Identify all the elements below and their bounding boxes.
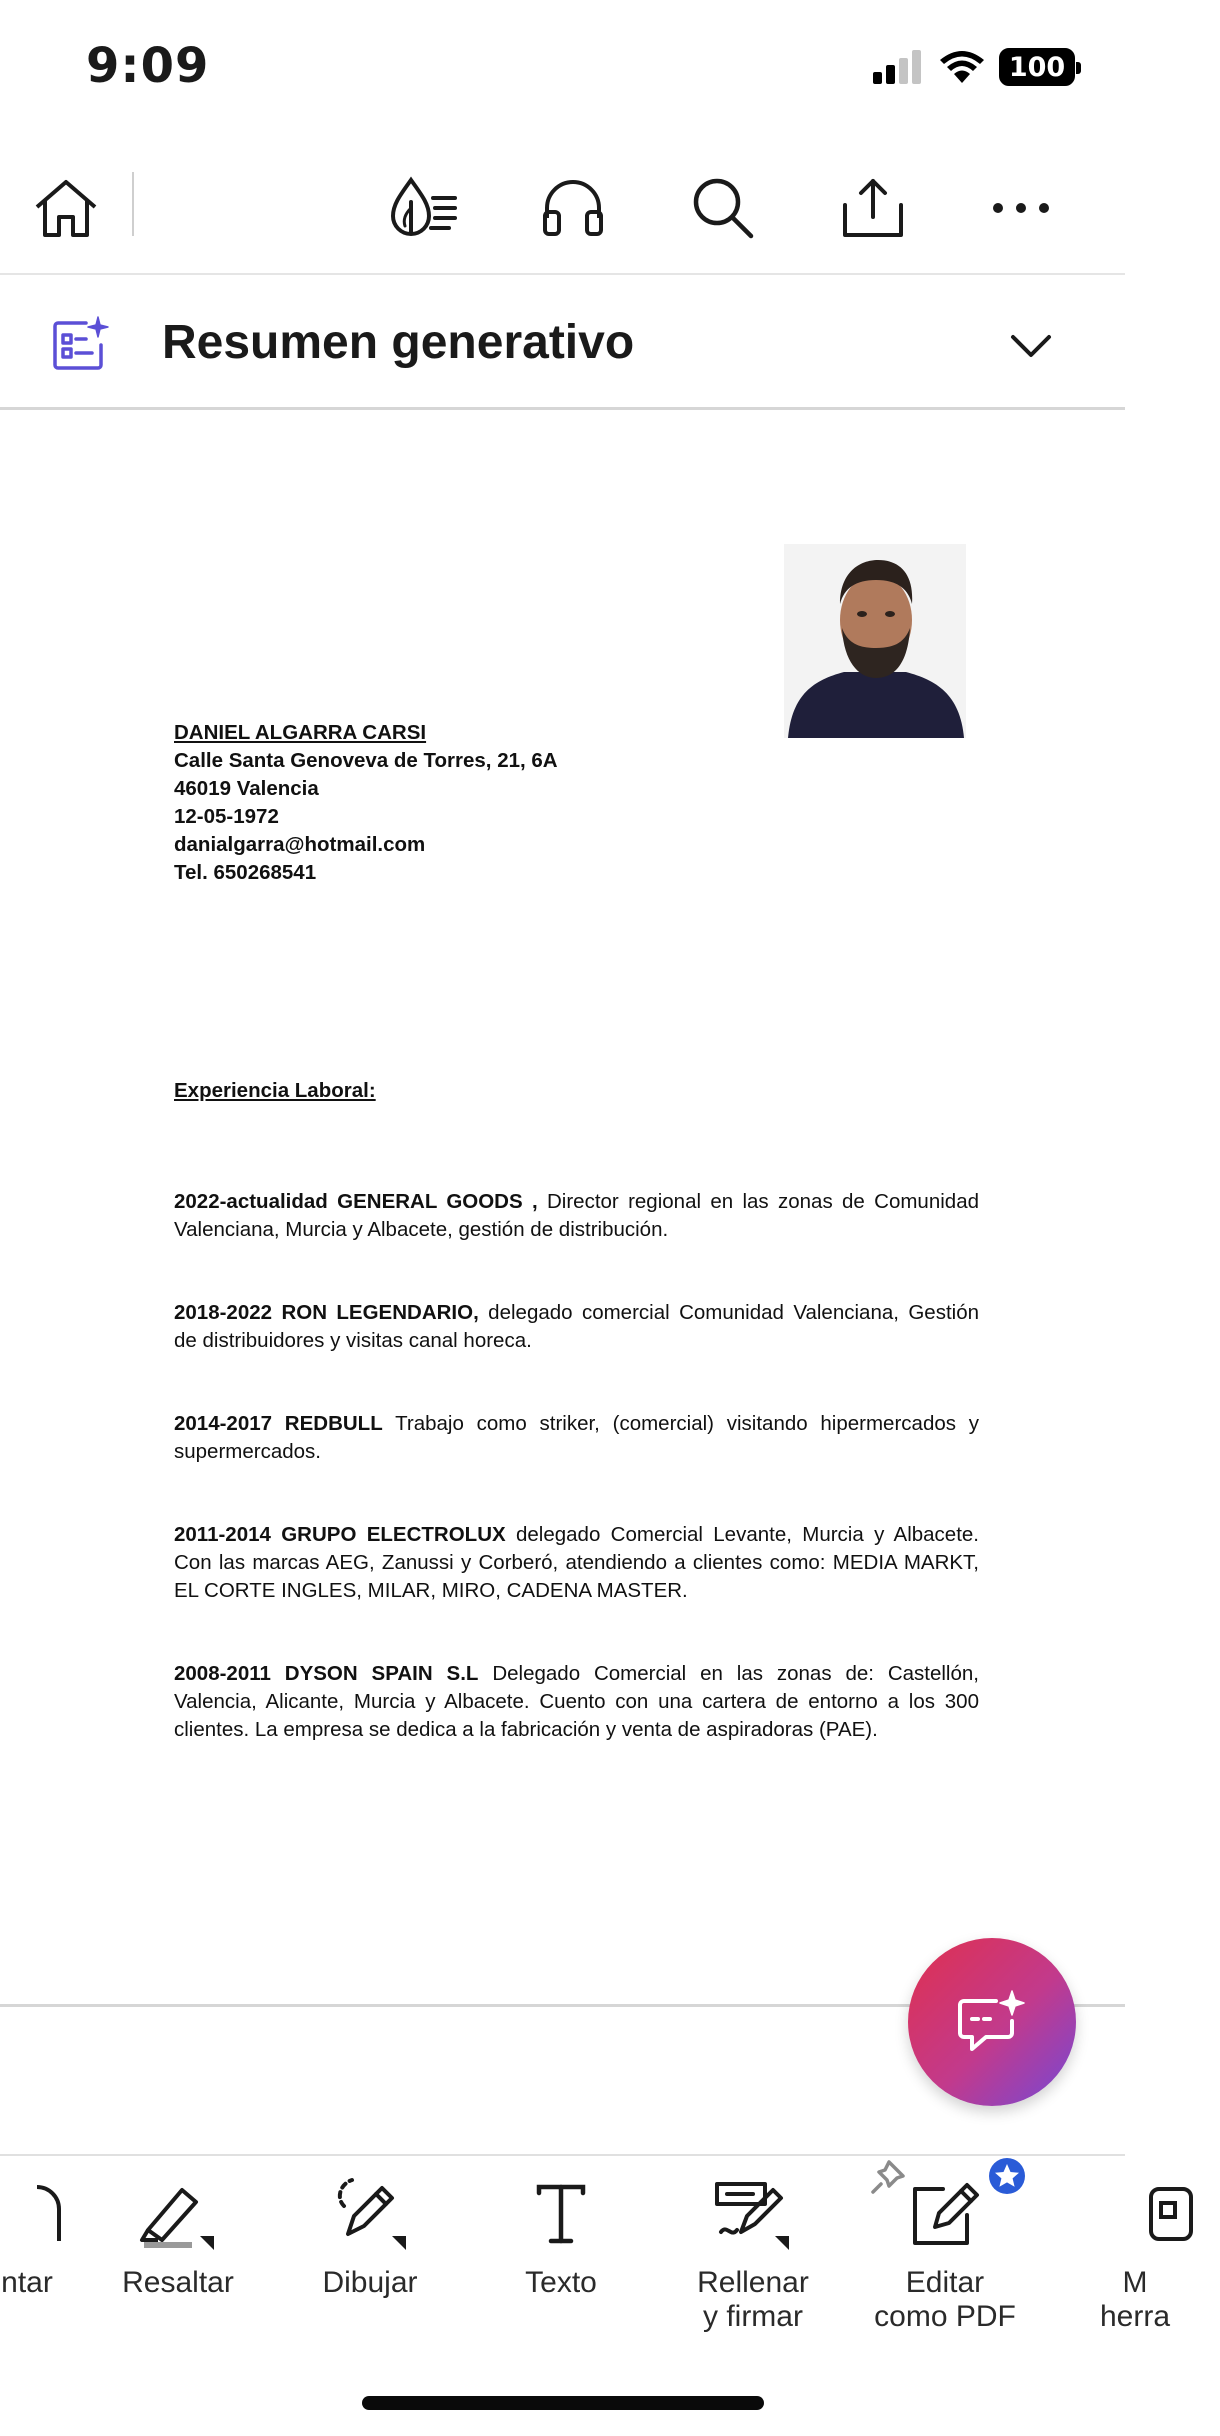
top-toolbar — [0, 140, 1125, 275]
summary-title: Resumen generativo — [162, 316, 635, 369]
tool-more-tools[interactable] — [1050, 2176, 1220, 2334]
tool-highlight[interactable] — [93, 2176, 263, 2300]
home-indicator[interactable] — [362, 2396, 764, 2410]
tool-label: M herra — [1099, 2266, 1171, 2333]
entry-text: delegado comercial Comunidad Valenciana, Gestión de distribuidores y visitas canal horeca. — [174, 1301, 979, 1352]
status-bar — [0, 0, 1125, 140]
entry-heading: 2018-2022 RON LEGENDARIO, — [174, 1301, 479, 1324]
battery-icon — [999, 48, 1075, 86]
entry-heading: 2014-2017 REDBULL — [174, 1412, 383, 1435]
city-line: 46019 Valencia — [174, 777, 319, 800]
search-button[interactable] — [683, 168, 763, 248]
status-time: 9:09 — [86, 38, 210, 94]
profile-photo — [784, 544, 966, 738]
document-page — [0, 412, 1125, 2004]
read-aloud-button[interactable] — [533, 168, 613, 248]
entry-text: Delegado Comercial en las zonas de: Castellón, Valencia, Alicante, Murcia y Albacete. Cuento con una cartera de entorno a los 300 clientes. La empresa se dedica a la fabricación y venta de aspiradoras (PAE). — [174, 1662, 979, 1741]
ai-summary-icon — [52, 315, 110, 371]
pin-icon[interactable] — [869, 2158, 907, 2196]
highlighter-icon — [138, 2176, 218, 2252]
email-line: danialgarra@hotmail.com — [174, 833, 426, 856]
liquid-mode-button[interactable] — [384, 168, 464, 248]
wifi-icon — [939, 50, 985, 84]
home-icon — [33, 177, 99, 239]
status-icons — [873, 48, 1075, 86]
section-title-experience: Experiencia Laboral: — [174, 1079, 376, 1102]
experience-entry — [174, 1410, 979, 1466]
tool-draw[interactable] — [285, 2176, 455, 2300]
tool-edit-as-pdf[interactable] — [860, 2176, 1030, 2334]
headphones-icon — [541, 178, 605, 238]
generative-summary-bar[interactable] — [0, 277, 1125, 410]
ai-assistant-button[interactable] — [908, 1938, 1076, 2106]
tool-label: Rellenar y firmar — [697, 2266, 809, 2333]
text-icon — [521, 2176, 601, 2252]
share-icon — [841, 177, 905, 239]
experience-entry — [174, 1660, 979, 1744]
cellular-signal-icon — [873, 50, 925, 84]
tool-label: Resaltar — [122, 2266, 234, 2299]
share-button[interactable] — [833, 168, 913, 248]
tool-label: Texto — [525, 2266, 597, 2299]
toolbar-divider — [132, 172, 134, 236]
contact-block — [174, 719, 979, 887]
experience-entry — [174, 1299, 979, 1355]
chevron-down-icon[interactable] — [1010, 333, 1052, 359]
bottom-tools-bar — [0, 2154, 1171, 2436]
edit-pdf-icon — [905, 2176, 985, 2252]
search-icon — [691, 176, 755, 240]
entry-text: delegado Comercial Levante, Murcia y Albacete. Con las marcas AEG, Zanussi y Corberó, atendiendo a clientes como: MEDIA MARKT, EL CORTE INGLES, MILAR, MIRO, CADENA MASTER. — [174, 1523, 979, 1602]
tool-label: ntar — [1, 2266, 53, 2299]
entry-heading: 2008-2011 DYSON SPAIN S.L — [174, 1662, 479, 1685]
candidate-name: DANIEL ALGARRA CARSI — [174, 721, 427, 744]
tool-text[interactable] — [476, 2176, 646, 2300]
experience-entry — [174, 1521, 979, 1605]
comment-icon — [0, 2176, 67, 2252]
more-button[interactable] — [981, 168, 1061, 248]
phone-line: Tel. 650268541 — [174, 861, 317, 884]
home-button[interactable] — [26, 168, 106, 248]
liquid-mode-icon — [389, 176, 459, 240]
address-line: Calle Santa Genoveva de Torres, 21, 6A — [174, 749, 558, 772]
birthdate-line: 12-05-1972 — [174, 805, 279, 828]
entry-heading: 2011-2014 GRUPO ELECTROLUX — [174, 1523, 506, 1546]
entry-text: Director regional en las zonas de Comunidad Valenciana, Murcia y Albacete, gestión de distribución. — [174, 1190, 979, 1241]
ai-chat-icon — [956, 1989, 1028, 2055]
tool-label: Editar como PDF — [874, 2266, 1016, 2333]
more-tools-icon — [1095, 2176, 1175, 2252]
tool-fill-and-sign[interactable] — [668, 2176, 838, 2334]
fill-sign-icon — [713, 2176, 793, 2252]
entry-text: Trabajo como striker, (comercial) visitando hipermercados y supermercados. — [174, 1412, 979, 1463]
battery-level: 100 — [1008, 51, 1066, 83]
experience-entry — [174, 1188, 979, 1244]
more-icon — [991, 201, 1051, 215]
draw-icon — [330, 2176, 410, 2252]
tool-label: Dibujar — [322, 2266, 418, 2299]
entry-heading: 2022-actualidad GENERAL GOODS , — [174, 1190, 538, 1213]
premium-star-icon — [987, 2156, 1027, 2196]
